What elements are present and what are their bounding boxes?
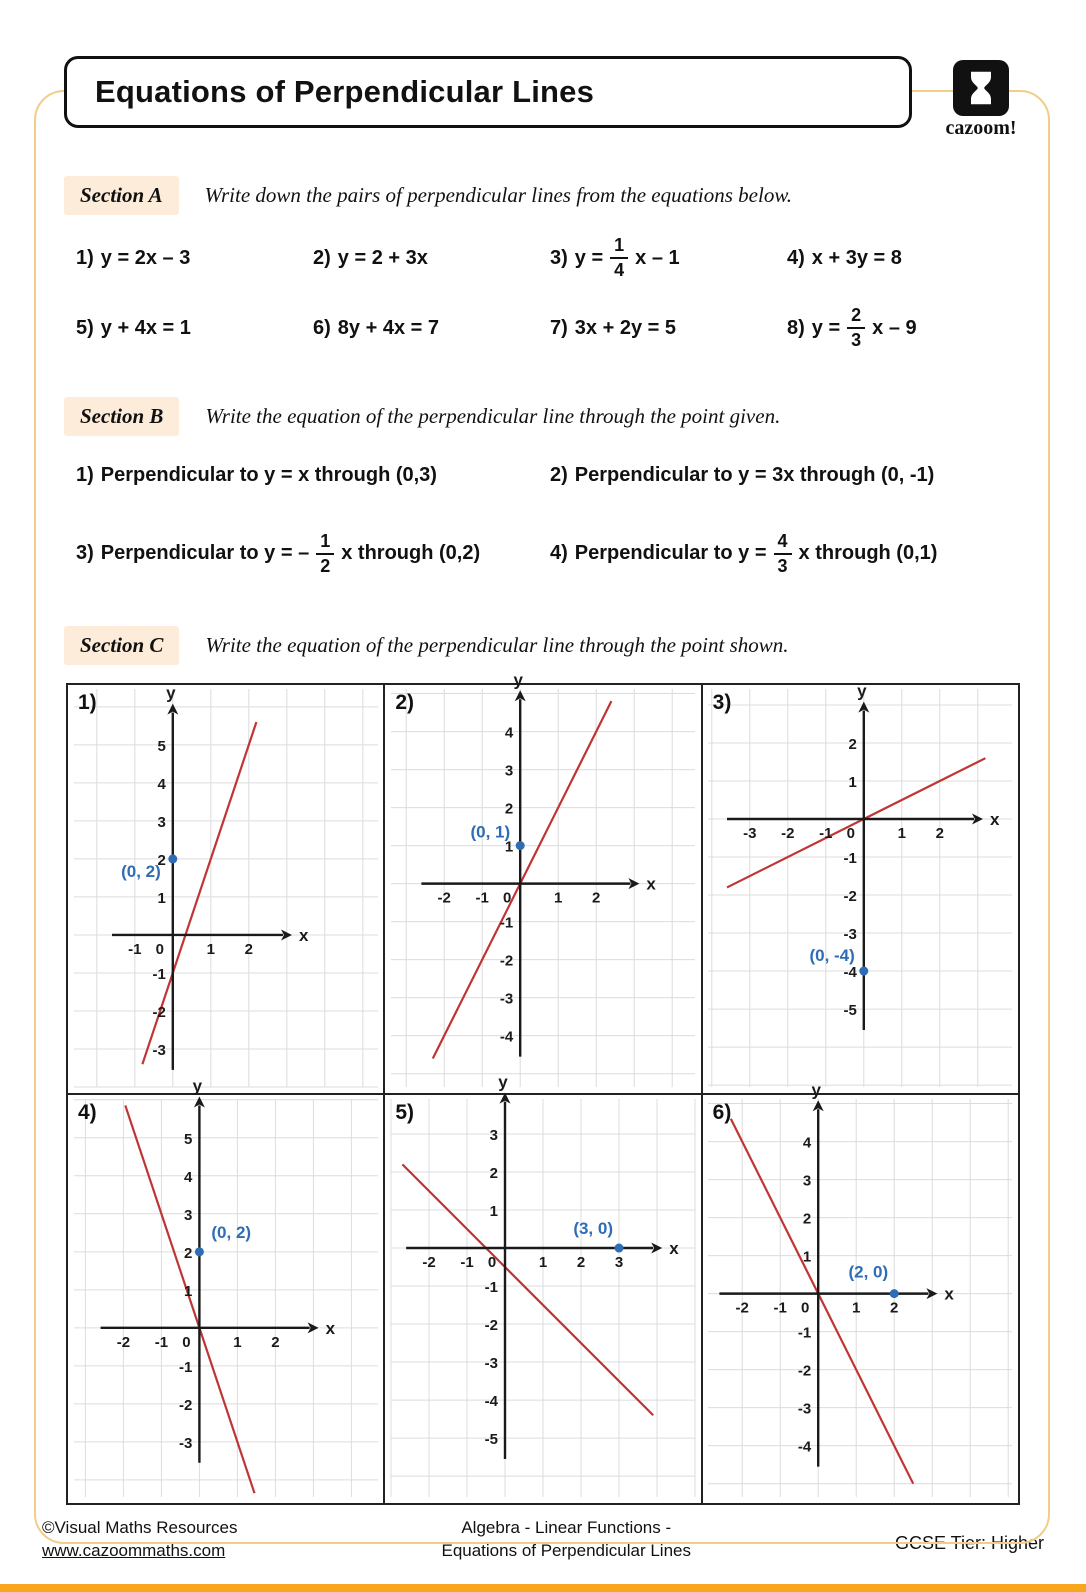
graph-number: 6) [712,1100,732,1124]
logo-box [953,60,1009,116]
section-b-problems [76,458,1046,576]
y-tick-label: 5 [183,1130,193,1148]
graph-number: 3) [712,690,732,714]
x-axis-label: x [990,809,1000,829]
y-tick-label: 3 [157,813,166,831]
problem-item [76,458,550,492]
y-tick-label: -1 [178,1358,193,1376]
x-axis-label: x [669,1238,679,1258]
x-tick-label: -2 [437,889,451,907]
equation-item [787,303,1024,353]
point-label: (0, 2) [211,1222,251,1242]
x-axis-label: x [944,1284,955,1304]
y-tick-label: -1 [843,849,858,867]
y-tick-label: -5 [484,1430,498,1448]
footer [42,1517,1044,1563]
hourglass-icon [966,70,996,106]
y-tick-label: 2 [183,1244,193,1262]
x-tick-label: 3 [614,1253,624,1271]
graph-cell [68,1076,385,1505]
x-axis-label: x [646,874,656,894]
equation-number: 6) [313,316,331,339]
fraction [610,236,628,280]
equation-item [76,303,313,353]
equation-item [787,233,1024,283]
graph-point [516,841,525,850]
x-tick-label: 1 [206,940,215,958]
graph-cell [68,685,385,1095]
graph-point [860,966,869,975]
problem-number: 3) [76,542,94,565]
graph-svg [74,1076,378,1497]
point-label: (0, -4) [809,945,856,965]
fraction [316,532,334,576]
equation-text: 8y + 4x = 7 [337,316,439,339]
graph-number: 2) [395,690,415,714]
fraction [774,532,792,576]
title-box [64,56,912,128]
x-tick-label: -2 [735,1299,750,1317]
y-tick-label: -2 [152,1003,166,1021]
y-tick-label: -1 [798,1324,812,1342]
y-tick-label: 4 [803,1134,812,1152]
fraction-denominator: 3 [777,555,788,576]
y-tick-label: -3 [484,1354,498,1372]
y-tick-label: -4 [798,1438,812,1456]
problem-item [76,532,550,576]
bottom-accent-bar [0,1584,1086,1592]
footer-copyright: ©Visual Maths Resources [42,1517,238,1537]
y-tick-label: 2 [848,735,858,753]
cazoom-logo [938,60,1024,140]
graph-point [168,854,177,863]
section-a-equations [76,233,1086,353]
problem-number: 1) [76,463,94,486]
section-b-instruction: Write the equation of the perpendicular line through the point given. [205,404,781,428]
graph-number: 1) [78,690,97,714]
x-tick-label: -1 [127,940,142,958]
equation-text: y = [574,246,604,269]
y-tick-label: 4 [504,724,514,742]
problem-item [550,458,1046,492]
brand-text: cazoom! [945,117,1017,139]
x-tick-label: -1 [475,889,489,907]
fraction-numerator: 4 [774,532,792,555]
graph-svg [391,1072,695,1497]
graph-line [402,1164,653,1415]
section-c-instruction: Write the equation of the perpendicular line through the point shown. [205,632,789,657]
equation-text: 3x + 2y = 5 [574,316,676,339]
x-tick-label: 1 [897,824,907,842]
y-tick-label: -3 [499,990,514,1008]
x-tick-label: -1 [154,1333,168,1351]
section-b-label: Section B [64,397,179,436]
x-tick-label: 0 [801,1299,810,1317]
x-tick-label: 1 [538,1253,548,1271]
y-tick-label: 1 [183,1282,193,1300]
header [64,56,1024,140]
y-axis-label: y [811,1080,822,1100]
x-tick-label: 1 [852,1299,861,1317]
y-axis-label: y [513,670,523,690]
problem-text: Perpendicular to y = – [100,542,310,565]
x-tick-label: 0 [503,889,512,907]
point-label: (0, 1) [470,822,511,842]
problem-number: 2) [550,463,568,486]
fraction-denominator: 3 [851,330,862,350]
y-tick-label: 5 [157,737,166,755]
y-tick-label: -1 [499,914,514,932]
y-tick-label: 2 [489,1164,498,1182]
equation-number: 7) [550,316,568,339]
footer-left [42,1517,238,1563]
equation-text: x – 9 [872,316,917,339]
equation-item [550,303,787,353]
y-tick-label: -2 [484,1316,498,1334]
footer-topic-line1: Algebra - Linear Functions - [461,1517,672,1537]
y-tick-label: -3 [798,1400,812,1418]
problem-text: Perpendicular to y = [574,542,767,565]
equation-item [550,233,787,283]
y-tick-label: -3 [178,1434,193,1452]
graph-number: 4) [78,1100,97,1124]
y-tick-label: 3 [183,1206,193,1224]
y-tick-label: 1 [504,838,514,856]
equation-number: 1) [76,246,94,269]
x-tick-label: 0 [846,824,856,842]
equation-number: 3) [550,246,568,269]
fraction-denominator: 2 [320,555,331,576]
y-tick-label: -2 [798,1362,812,1380]
graph-point [890,1289,899,1298]
fraction [847,306,865,350]
y-tick-label: -4 [499,1028,514,1046]
y-tick-label: 1 [848,773,858,791]
y-tick-label: -1 [152,965,166,983]
equation-text: x + 3y = 8 [811,246,902,269]
fraction-denominator: 4 [614,260,625,280]
equation-text: y + 4x = 1 [100,316,191,339]
y-tick-label: 4 [183,1168,193,1186]
x-tick-label: 2 [890,1299,899,1317]
y-tick-label: -3 [152,1041,166,1059]
equation-item [76,233,313,283]
footer-tier: GCSE Tier: Higher [894,1532,1044,1553]
fraction-numerator: 1 [610,236,628,259]
x-tick-label: -1 [460,1253,474,1271]
y-tick-label: 3 [504,762,514,780]
x-tick-label: 1 [232,1333,242,1351]
x-tick-label: 2 [935,824,945,842]
graph-number: 5) [395,1100,415,1124]
point-label: (3, 0) [573,1218,613,1238]
section-b-head [64,397,1022,436]
footer-website-link[interactable]: www.cazoommaths.com [42,1540,226,1560]
y-axis-label: y [192,1076,202,1096]
y-tick-label: -2 [499,952,514,970]
section-a-instruction: Write down the pairs of perpendicular lines from the equations below. [204,183,793,207]
y-tick-label: -4 [484,1392,498,1410]
problem-number: 4) [550,542,568,565]
y-tick-label: -2 [843,887,858,905]
equation-text: x – 1 [635,246,680,269]
graph-svg [391,670,695,1087]
x-tick-label: 0 [487,1253,497,1271]
equation-item [313,303,550,353]
section-c-head [64,626,1022,665]
y-tick-label: 3 [803,1172,812,1190]
x-tick-label: 2 [270,1333,280,1351]
x-tick-label: 0 [155,940,164,958]
y-axis-label: y [165,683,176,703]
y-tick-label: -4 [843,963,858,981]
problem-text: x through (0,1) [798,542,938,565]
x-tick-label: 2 [592,889,601,907]
y-tick-label: -5 [843,1001,858,1019]
y-tick-label: 2 [803,1210,812,1228]
x-tick-label: -2 [781,824,795,842]
y-tick-label: 4 [157,775,166,793]
graph-cell [703,681,1020,1095]
section-a-head [64,176,1022,215]
equation-number: 4) [787,246,805,269]
x-axis-label: x [298,925,309,945]
y-axis-label: y [498,1072,508,1092]
section-c-label: Section C [64,626,179,665]
x-axis-label: x [325,1318,335,1338]
x-tick-label: -1 [819,824,833,842]
graph-point [614,1243,623,1252]
graph-cell [703,1080,1020,1505]
graph-cell [385,1072,702,1505]
point-label: (0, 2) [120,861,161,881]
x-tick-label: -2 [116,1333,130,1351]
graph-svg [708,681,1012,1087]
x-tick-label: 2 [244,940,253,958]
footer-topic-line2: Equations of Perpendicular Lines [441,1540,691,1560]
problem-text: x through (0,2) [341,542,481,565]
equation-item [313,233,550,283]
y-tick-label: 1 [803,1248,812,1266]
equation-number: 2) [313,246,331,269]
problem-item [550,532,1046,576]
x-tick-label: -2 [422,1253,436,1271]
y-tick-label: 1 [157,889,166,907]
fraction-numerator: 1 [316,532,334,555]
footer-topic [441,1517,691,1563]
y-tick-label: 2 [504,800,514,818]
equation-text: y = [811,316,841,339]
x-tick-label: 1 [554,889,563,907]
graph-line [433,701,612,1058]
equation-number: 5) [76,316,94,339]
graph-point [195,1247,204,1256]
graph-svg [708,1080,1012,1497]
graph-cell [385,670,702,1095]
graph-line [731,1119,913,1484]
y-tick-label: 2 [157,851,166,869]
x-tick-label: -1 [773,1299,788,1317]
problem-text: Perpendicular to y = 3x through (0, -1) [574,463,935,486]
y-tick-label: -3 [843,925,858,943]
equation-number: 8) [787,316,805,339]
y-tick-label: 3 [489,1126,498,1144]
section-a-label: Section A [64,176,179,215]
graph-svg [74,683,378,1087]
y-tick-label: -1 [484,1278,498,1296]
x-tick-label: 0 [181,1333,191,1351]
y-axis-label: y [857,681,867,701]
x-tick-label: 2 [576,1253,586,1271]
x-tick-label: -3 [743,824,757,842]
problem-text: Perpendicular to y = x through (0,3) [100,463,437,486]
equation-text: y = 2 + 3x [337,246,428,269]
point-label: (2, 0) [848,1262,889,1282]
fraction-numerator: 2 [847,306,865,329]
page-title: Equations of Perpendicular Lines [95,74,595,109]
y-tick-label: 1 [489,1202,498,1220]
graph-grid [66,670,1020,1505]
equation-text: y = 2x – 3 [100,246,191,269]
y-tick-label: -2 [178,1396,193,1414]
